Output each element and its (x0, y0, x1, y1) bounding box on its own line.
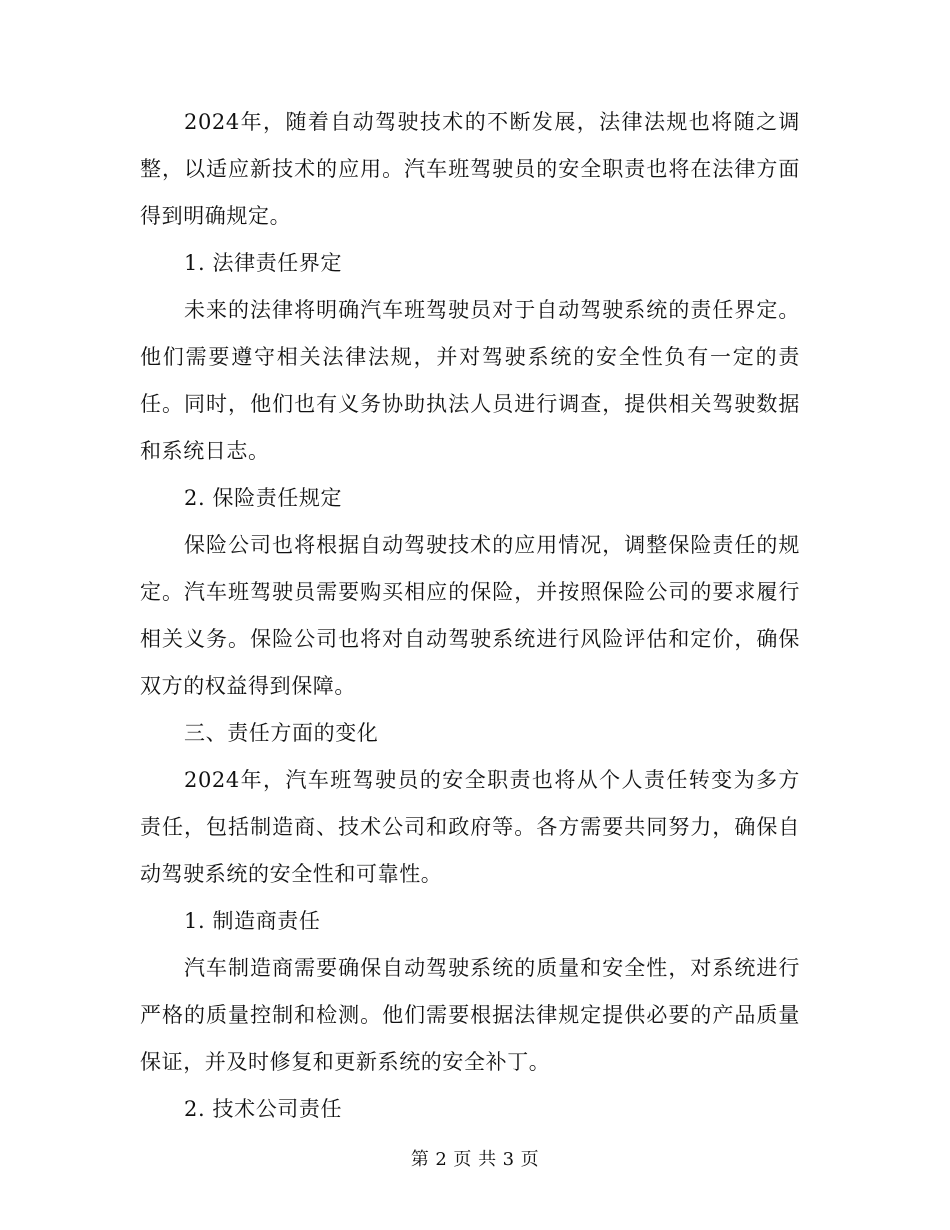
paragraph-legal-liability: 未来的法律将明确汽车班驾驶员对于自动驾驶系统的责任界定。他们需要遵守相关法律法规，并对驾驶系统的安全性负有一定的责任。同时，他们也有义务协助执法人员进行调查，提供相关驾驶数据和系统日志。 (140, 298, 800, 463)
page-label-suffix: 页 (520, 1149, 540, 1170)
page-label-mid: 页 共 (453, 1149, 497, 1170)
paragraph-manufacturer-liability: 汽车制造商需要确保自动驾驶系统的质量和安全性，对系统进行严格的质量控制和检测。他们需要根据法律规定提供必要的产品质量保证，并及时修复和更新系统的安全补丁。 (140, 956, 800, 1074)
heading-section-three: 三、责任方面的变化 (184, 721, 379, 745)
total-pages-number: 3 (502, 1149, 515, 1170)
heading-insurance-liability: 2. 保险责任规定 (184, 486, 343, 510)
heading-legal-liability: 1. 法律责任界定 (184, 251, 343, 275)
current-page-number: 2 (435, 1149, 448, 1170)
heading-tech-company-liability: 2. 技术公司责任 (184, 1097, 343, 1121)
page-footer (0, 1146, 950, 1174)
page-label-prefix: 第 (410, 1149, 430, 1170)
document-body (140, 99, 800, 1133)
paragraph-responsibility-change: 2024年，汽车班驾驶员的安全职责也将从个人责任转变为多方责任，包括制造商、技术公司和政府等。各方需要共同努力，确保自动驾驶系统的安全性和可靠性。 (140, 768, 800, 886)
paragraph-insurance-liability: 保险公司也将根据自动驾驶技术的应用情况，调整保险责任的规定。汽车班驾驶员需要购买相应的保险，并按照保险公司的要求履行相关义务。保险公司也将对自动驾驶系统进行风险评估和定价，确保双方的权益得到保障。 (140, 533, 800, 698)
paragraph-legal-intro: 2024年，随着自动驾驶技术的不断发展，法律法规也将随之调整，以适应新技术的应用。汽车班驾驶员的安全职责也将在法律方面得到明确规定。 (140, 110, 800, 228)
heading-manufacturer-liability: 1. 制造商责任 (184, 909, 321, 933)
